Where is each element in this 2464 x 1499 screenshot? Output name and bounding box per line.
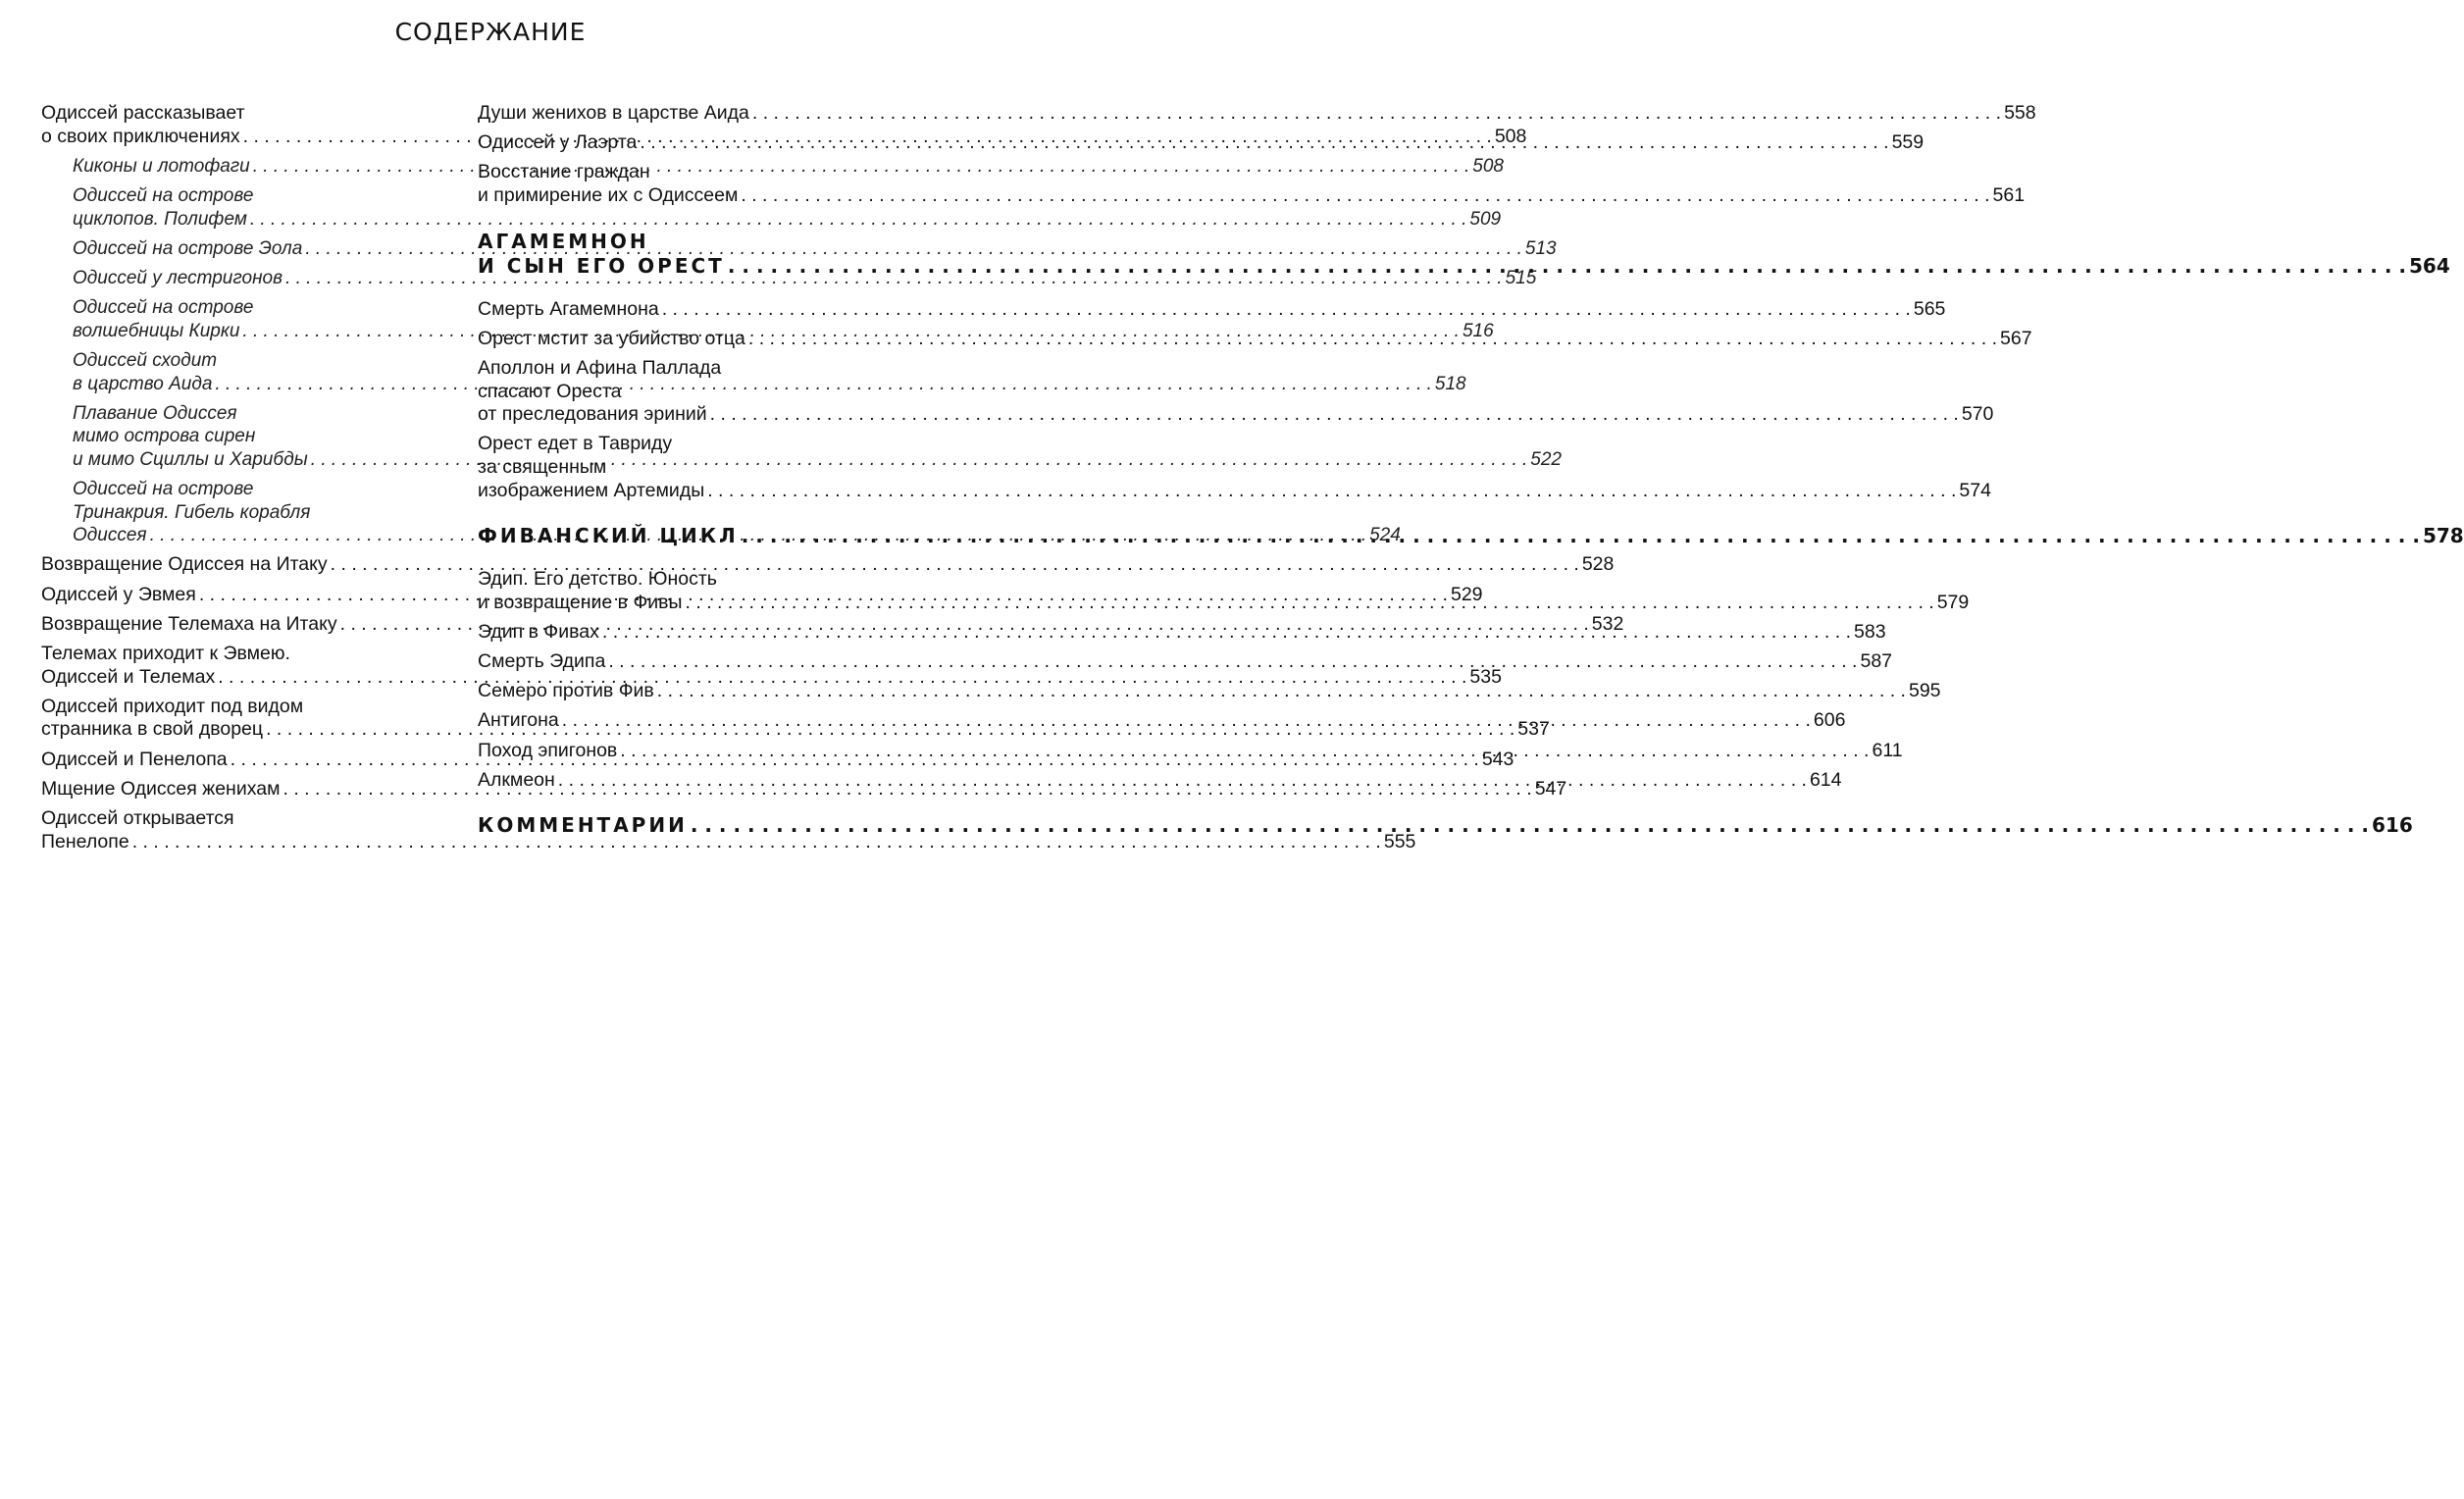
page-number: 508 bbox=[1472, 155, 1504, 177]
entry-title: Поход эпигонов bbox=[478, 739, 618, 761]
entry-title: Одиссей на острове Эола bbox=[73, 237, 303, 259]
entry-title-line: Одиссей на острове bbox=[73, 479, 254, 500]
page-number: 529 bbox=[1450, 583, 1483, 605]
page-number: 524 bbox=[1369, 525, 1401, 546]
dot-leader bbox=[558, 769, 1807, 791]
toc-subentry[interactable] bbox=[41, 267, 1537, 290]
entry-title: Одиссей у Лаэрта bbox=[478, 131, 638, 154]
entry-title: в царство Аида bbox=[73, 373, 213, 394]
entry-title: Антигона bbox=[478, 709, 559, 732]
dot-leader bbox=[640, 131, 1888, 153]
entry-title: Души женихов в царстве Аида bbox=[478, 102, 749, 124]
dot-leader bbox=[662, 298, 1911, 320]
entry-title-line: за священным bbox=[478, 455, 607, 478]
page-number: 535 bbox=[1469, 665, 1502, 688]
entry-title-last-line bbox=[478, 650, 1893, 674]
dot-leader bbox=[602, 621, 1851, 643]
page-number: 616 bbox=[2372, 813, 2413, 838]
entry-title: Семеро против Фив bbox=[478, 680, 654, 702]
entry-title: Возвращение Телемаха на Итаку bbox=[41, 612, 337, 635]
entry-title-line: Одиссей сходит bbox=[73, 349, 218, 371]
entry-title-last-line bbox=[41, 553, 1615, 577]
page-number: 528 bbox=[1581, 553, 1615, 576]
entry-title: волшебницы Кирки bbox=[73, 320, 240, 341]
toc-entry[interactable] bbox=[478, 102, 2036, 126]
entry-title-line: Эдип. Его детство. Юность bbox=[478, 568, 717, 591]
entry-title-last-line bbox=[478, 403, 1994, 427]
page-number: 614 bbox=[1809, 768, 1842, 791]
page-number: 509 bbox=[1469, 208, 1502, 230]
entry-title-line: Орест едет в Тавриду bbox=[478, 433, 673, 455]
dot-leader bbox=[748, 328, 1997, 349]
dot-leader bbox=[707, 480, 1956, 501]
dot-leader bbox=[608, 650, 1857, 672]
entry-title-line: Тринакрия. Гибель корабля bbox=[73, 501, 311, 523]
page-number: 561 bbox=[1992, 183, 2026, 206]
entry-title: и примирение их с Одиссеем bbox=[478, 183, 739, 206]
dot-leader bbox=[657, 680, 1906, 701]
dot-leader bbox=[620, 740, 1869, 761]
page-number: 547 bbox=[1534, 777, 1567, 800]
entry-title: Возвращение Одиссея на Итаку bbox=[41, 553, 328, 576]
entry-title-line: Одиссей рассказывает bbox=[41, 102, 245, 124]
page-number: 537 bbox=[1517, 718, 1550, 741]
page-number: 522 bbox=[1530, 448, 1562, 470]
entry-title: Орест мстит за убийство отца bbox=[478, 327, 745, 349]
dot-leader bbox=[686, 592, 1934, 613]
page-number: 515 bbox=[1505, 267, 1537, 288]
page-number: 532 bbox=[1591, 612, 1624, 635]
entry-title-line: Восстание граждан bbox=[478, 161, 650, 183]
entry-title: Одиссей и Пенелопа bbox=[41, 748, 228, 770]
entry-title-last-line bbox=[478, 297, 1946, 322]
entry-title-line: Одиссей открывается bbox=[41, 806, 234, 829]
dot-leader bbox=[710, 403, 1959, 425]
dot-leader bbox=[691, 813, 2369, 838]
entry-title-last-line bbox=[73, 208, 1502, 232]
entry-title: Пенелопе bbox=[41, 830, 129, 853]
page-number: 565 bbox=[1913, 297, 1946, 320]
page-number: 583 bbox=[1854, 620, 1886, 643]
dot-leader bbox=[752, 102, 2001, 124]
entry-title-last-line bbox=[41, 830, 1416, 854]
entry-title-line: спасают Ореста bbox=[478, 380, 622, 402]
page-number: 559 bbox=[1891, 131, 1925, 154]
entry-title: Одиссей у лестригонов bbox=[73, 267, 283, 288]
page-number: 508 bbox=[1494, 125, 1527, 147]
entry-title: Мщение Одиссея женихам bbox=[41, 777, 281, 800]
section-heading-title: И СЫН ЕГО ОРЕСТ bbox=[478, 253, 725, 278]
page-number: 543 bbox=[1481, 748, 1514, 770]
entry-title: Одиссей у Эвмея bbox=[41, 583, 196, 605]
entry-title-last-line bbox=[478, 479, 1991, 503]
entry-title-line: Одиссей на острове bbox=[73, 297, 254, 319]
toc-entry[interactable] bbox=[41, 553, 1615, 577]
entry-title: изображением Артемиды bbox=[478, 479, 705, 501]
page-number: 606 bbox=[1813, 709, 1846, 732]
entry-title: Алкмеон bbox=[478, 768, 555, 791]
entry-title: от преследования эриний bbox=[478, 403, 707, 426]
toc-entry[interactable] bbox=[478, 650, 1893, 674]
entry-title: Одиссея bbox=[73, 525, 147, 546]
entry-title-line: Одиссей на острове bbox=[73, 184, 254, 206]
section-heading-title: ФИВАНСКИЙ ЦИКЛ bbox=[478, 524, 739, 548]
page-number: 579 bbox=[1936, 591, 1970, 613]
page-title: СОДЕРЖАНИЕ bbox=[394, 18, 587, 46]
entry-title-line: Аполлон и Афина Паллада bbox=[478, 356, 722, 379]
page-number: 558 bbox=[2004, 102, 2036, 124]
entry-title: о своих приключениях bbox=[41, 125, 240, 147]
page-number: 578 bbox=[2422, 524, 2464, 548]
entry-title-last-line bbox=[478, 102, 2036, 126]
entry-title: странника в свой дворец bbox=[41, 718, 264, 741]
dot-leader bbox=[742, 524, 2420, 548]
entry-title: Смерть Агамемнона bbox=[478, 297, 659, 320]
page-number: 564 bbox=[2409, 253, 2450, 278]
page-number: 595 bbox=[1908, 680, 1941, 702]
toc-entry[interactable] bbox=[478, 680, 1941, 703]
entry-title-last-line bbox=[478, 680, 1941, 703]
entry-title-line: Телемах приходит к Эвмею. bbox=[41, 643, 290, 664]
page-number: 516 bbox=[1462, 320, 1494, 341]
toc-entry[interactable] bbox=[478, 297, 1946, 322]
dot-leader bbox=[562, 709, 1811, 731]
entry-title: Эдип в Фивах bbox=[478, 620, 599, 643]
section-heading-title: КОММЕНТАРИИ bbox=[478, 813, 688, 838]
page-number: 574 bbox=[1959, 479, 1991, 501]
page-number: 587 bbox=[1860, 650, 1893, 673]
entry-title: Одиссей и Телемах bbox=[41, 665, 216, 688]
page-number: 611 bbox=[1872, 739, 1903, 761]
section-heading-last-line bbox=[478, 813, 2413, 838]
section-heading-line: АГАМЕМНОН bbox=[478, 229, 649, 253]
dot-leader bbox=[741, 184, 1989, 206]
entry-title: Киконы и лотофаги bbox=[73, 155, 250, 177]
section-heading-comments[interactable] bbox=[478, 813, 2413, 838]
entry-title-line: Плавание Одиссея bbox=[73, 402, 237, 424]
entry-title-line: мимо острова сирен bbox=[73, 426, 256, 447]
entry-title: и мимо Сциллы и Харибды bbox=[73, 448, 308, 470]
entry-title-last-line bbox=[41, 665, 1502, 690]
page-number: 570 bbox=[1961, 403, 1994, 426]
entry-title-line: Одиссей приходит под видом bbox=[41, 695, 304, 717]
page-number: 513 bbox=[1524, 237, 1557, 259]
page-number: 567 bbox=[2000, 327, 2032, 349]
entry-title: и возвращение в Фивы bbox=[478, 591, 683, 613]
page-number: 518 bbox=[1434, 373, 1466, 394]
entry-title-last-line bbox=[478, 183, 2026, 208]
page-number: 555 bbox=[1383, 830, 1416, 853]
entry-title: Смерть Эдипа bbox=[478, 650, 606, 673]
entry-title-last-line bbox=[73, 267, 1537, 290]
dot-leader bbox=[728, 254, 2406, 279]
entry-title: циклопов. Полифем bbox=[73, 208, 247, 230]
